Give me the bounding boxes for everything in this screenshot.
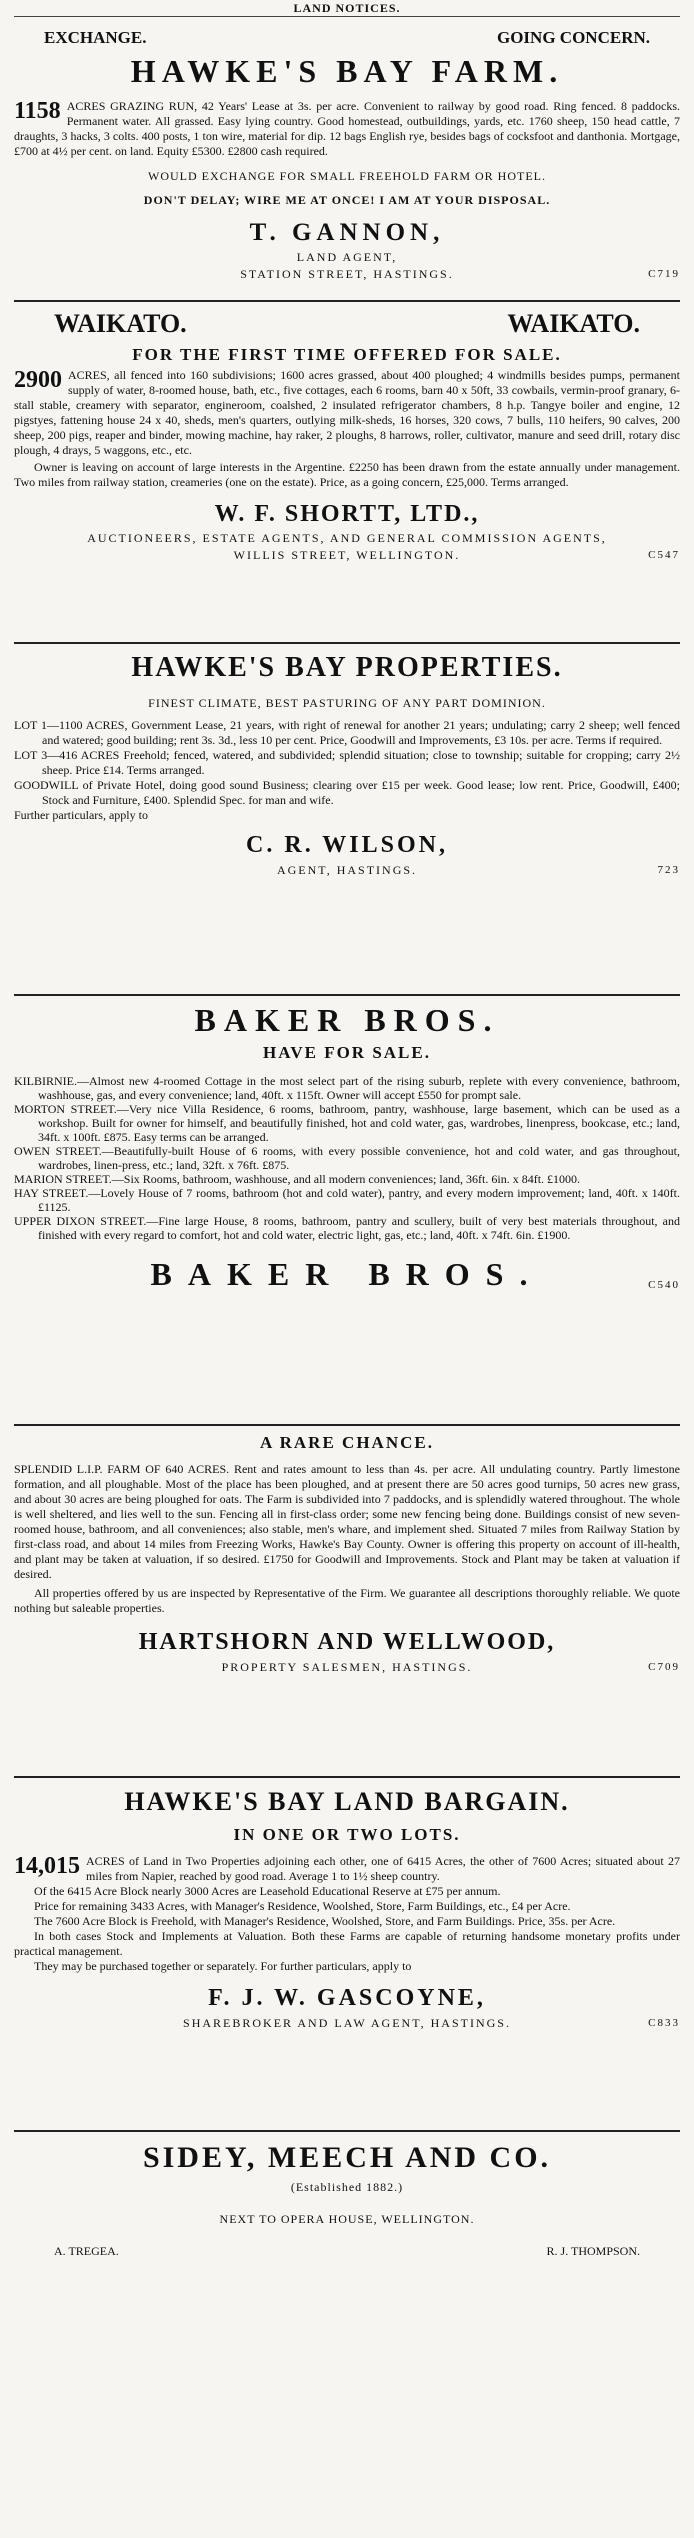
ad-hawkes-bay-properties (14, 648, 680, 988)
ad1-label-row (14, 25, 680, 51)
ad7-left-name: A. TREGEA. (54, 2244, 119, 2258)
ad1-agent-title: LAND AGENT, (296, 250, 398, 264)
ad1-title: HAWKE'S BAY FARM. (130, 53, 564, 89)
divider (14, 642, 680, 644)
ad3-title: HAWKE'S BAY PROPERTIES. (131, 652, 563, 683)
ad7-title: SIDEY, MEECH AND CO. (142, 2141, 552, 2174)
divider (14, 300, 680, 302)
ad6-code: C833 (648, 2017, 680, 2029)
ad2-address-row (14, 546, 680, 564)
ad3-further: Further particulars, apply to (14, 808, 148, 822)
ad3-agent: C. R. WILSON, (246, 832, 448, 858)
ad4-footer-row (14, 1254, 680, 1294)
ad3-lot: GOODWILL of Private Hotel, doing good sound Business; clearing over £15 per week. Good lease; low rent. Price, Goodwill, £400; Stock and Furniture, £400. Splendid Spec. for man and wife. (14, 778, 680, 807)
ad5-subhead: A RARE CHANCE. (260, 1433, 434, 1452)
divider (14, 994, 680, 996)
ad1-line1: WOULD EXCHANGE FOR SMALL FREEHOLD FARM OR HOTEL. (148, 169, 546, 183)
ad1-body (14, 99, 680, 159)
divider (14, 2130, 680, 2132)
ad7-names (14, 2242, 680, 2260)
ad5-body: SPLENDID L.I.P. FARM OF 640 ACRES. Rent and rates amount to less than 4s. per acre. All undulating country. Partly limestone formation, and all ploughable. Most of the place has been ploughed, and at present there are 50 acres good turnips, 50 acres new grass, and about 30 acres are being ploughed for oats. The Farm is subdivided into 7 paddocks, and is splendidly watered throughout. The whole is well sheltered, and lies well to the sun. Fencing all in first-class order; some new fencing being done. Buildings consist of new seven-roomed house, bathroom, and all conveniences; also stable, men's whare, and implement shed. Situated 7 miles from Railway Station by first-class road, and about 14 miles from Freezing Works, Hawke's Bay County. Owner is offering this property on account of ill-health, and plant may be taken at valuation, if so desired. £1750 for Goodwill and Improvements. Stock and Plant may be taken at valuation if desired. (14, 1462, 680, 1581)
ad6-para: In both cases Stock and Implements at Valuation. Both these Farms are capable of returning handsome monetary profits under practical management. (14, 1929, 680, 1958)
ad6-body-text: ACRES of Land in Two Properties adjoining each other, one of 6415 Acres, the other of 7600 Acres; situated about 27 miles from Napier, reached by good road. Average 1 to 1½ sheep country. (86, 1854, 680, 1883)
ad2-body2: Owner is leaving on account of large interests in the Argentine. £2250 has been drawn from the estate annually under management. Two miles from railway station, creameries (one on the estate). Price, as a going concern, £25,000. Terms arranged. (14, 460, 680, 489)
ad2-label-row (14, 306, 680, 342)
ad3-code: 723 (657, 864, 680, 876)
ad1-body-text: ACRES GRAZING RUN, 42 Years' Lease at 3s. per acre. Convenient to railway by good road. Ring fenced. 8 paddocks. Permanent water. All grassed. Easy lying country. Good homestead, outbuildings, yards, etc. 1760 sheep, 150 head cattle, 7 draughts, 3 hacks, 3 colts. 400 posts, 1 ton wire, material for dip. 12 bags English rye, besides bags of cocksfoot and danthonia. Mortgage, £700 at 4½ per cent. on land. Equity £5300. £2800 cash required. (14, 99, 680, 158)
divider (14, 1424, 680, 1426)
ad1-left-label: EXCHANGE. (44, 28, 147, 47)
ad2-address: WILLIS STREET, WELLINGTON. (233, 548, 461, 562)
ad4-listing: MARION STREET.—Six Rooms, bathroom, washhouse, and all modern conveniences; land, 36ft. 6in. x 84ft. £1000. (14, 1172, 581, 1186)
ad4-code: C540 (648, 1279, 680, 1291)
ad5-code: C709 (648, 1661, 680, 1673)
ad2-agent: W. F. SHORTT, LTD., (214, 501, 480, 527)
ad1-right-label: GOING CONCERN. (496, 28, 650, 47)
ad6-agent: F. J. W. GASCOYNE, (208, 1985, 486, 2011)
ad2-agent-title: AUCTIONEERS, ESTATE AGENTS, AND GENERAL COMMISSION AGENTS, (87, 531, 607, 545)
ad2-body-text: ACRES, all fenced into 160 subdivisions; 1600 acres grassed, about 400 ploughed; 4 windmills besides pumps, permanent supply of water, 8-roomed house, bath, etc., five cottages, each 6 rooms, barn 40 x 50ft, 33 cowbails, vermin-proof granary, 6-stall stable, creamery with separator, engineroom, coalshed, 2 insulated refrigerator chambers, 8 h.p. Tangye boiler and engine, 12 pigstyes, fattening house 24 x 40, sheds, men's quarters, outlying milk-sheds, 16 horses, 320 cows, 7 bulls, 110 heifers, 90 calves, 200 sheep, 200 pigs, reaper and binder, mowing machine, hay raker, 2 ploughs, 8 harrows, roller, cultivator, manure and seed drill, rotary disc plough, 4 drays, 5 waggons, etc., etc. (14, 368, 680, 457)
ad5-agent-title: PROPERTY SALESMEN, HASTINGS. (221, 1660, 473, 1674)
ad2-body (14, 368, 680, 458)
ad5-agent: HARTSHORN AND WELLWOOD, (138, 1629, 556, 1655)
ad7-address: NEXT TO OPERA HOUSE, WELLINGTON. (219, 2212, 475, 2226)
ad4-subhead: HAVE FOR SALE. (263, 1043, 431, 1062)
ad4-listing: UPPER DIXON STREET.—Fine large House, 8 rooms, bathroom, pantry and scullery, built of very best materials throughout, and finished with every regard to comfort, hot and cold water, electric light, gas, etc.; land, 40ft. x 74ft. 6in. £1900. (14, 1214, 680, 1242)
ad-land-bargain (14, 1782, 680, 2124)
ad6-agent-title: SHAREBROKER AND LAW AGENT, HASTINGS. (183, 2016, 511, 2030)
ad1-lead: 1158 (14, 98, 61, 124)
ad4-listing: MORTON STREET.—Very nice Villa Residence, 6 rooms, bathroom, pantry, washhouse, large basement, which can be used as a workshop. Built for owner for himself, and beautifully finished, hot and cold water, gas, wardrobes, linenpress, bookcase, etc.; land, 34ft. x 100ft. £875. Easy terms can be arranged. (14, 1102, 680, 1144)
ad6-subhead: IN ONE OR TWO LOTS. (233, 1825, 461, 1844)
ad1-address-row (14, 265, 680, 283)
ad3-agent-title: AGENT, HASTINGS. (276, 863, 418, 877)
ad-hawkes-bay-farm (14, 25, 680, 294)
ad6-title: HAWKE'S BAY LAND BARGAIN. (124, 1787, 570, 1816)
page-header: LAND NOTICES. (14, 0, 680, 17)
ad4-footer-title: BAKER BROS. (150, 1256, 544, 1292)
ad2-left-label: WAIKATO. (54, 309, 187, 338)
ad3-address-row (14, 861, 680, 879)
ad2-right-label: WAIKATO. (507, 309, 640, 338)
ad4-listing: KILBIRNIE.—Almost new 4-roomed Cottage in the most select part of the rising suburb, replete with every convenience, bathroom, washhouse, gas, and every convenience; land, 40ft. x 115ft. Owner will accept £550 for prompt sale. (14, 1074, 680, 1102)
ad1-line2: DON'T DELAY; WIRE ME AT ONCE! I AM AT YOUR DISPOSAL. (143, 193, 551, 207)
ad7-established: (Established 1882.) (290, 2180, 404, 2194)
ad6-address-row (14, 2014, 680, 2032)
ad4-listing: OWEN STREET.—Beautifully-built House of 6 rooms, with every possible convenience, hot and cold water, and gas throughout, wardrobes, linen-press, etc.; land, 32ft. x 76ft. £875. (14, 1144, 680, 1172)
ad4-listing: HAY STREET.—Lovely House of 7 rooms, bathroom (hot and cold water), pantry, and every modern improvement; land, 40ft. x 140ft. £1125. (14, 1186, 680, 1214)
ad3-lot: LOT 1—1100 ACRES, Government Lease, 21 years, with right of renewal for another 21 years; undulating; carry 2 sheep; well fenced and watered; good building; rent 3s. 3d., less 10 per cent. Price, Goodwill and Improvements, £3 10s. per acre. Terms if required. (14, 718, 680, 747)
ad1-agent: T. GANNON, (249, 219, 445, 246)
ad3-lot: LOT 3—416 ACRES Freehold; fenced, watered, and subdivided; splendid situation; close to township; suitable for cropping; carry 2½ sheep. Price £14. Terms arranged. (14, 748, 680, 777)
ad5-body2: All properties offered by us are inspected by Representative of the Firm. We guarantee all descriptions thoroughly reliable. We quote nothing but saleable properties. (14, 1586, 680, 1615)
ad6-body (14, 1854, 680, 1884)
ad6-para: Price for remaining 3433 Acres, with Manager's Residence, Woolshed, Store, Farm Buildings, etc., £4 per Acre. (34, 1899, 571, 1913)
ad6-lead: 14,015 (14, 1853, 80, 1879)
ad7-right-name: R. J. THOMPSON. (546, 2244, 640, 2258)
ad2-lead: 2900 (14, 367, 62, 393)
ad2-subhead: FOR THE FIRST TIME OFFERED FOR SALE. (132, 345, 562, 364)
ad3-subhead: FINEST CLIMATE, BEST PASTURING OF ANY PART DOMINION. (148, 696, 546, 710)
ad2-code: C547 (648, 549, 680, 561)
ad1-code: C719 (648, 268, 680, 280)
ad-sidey-meech (14, 2138, 680, 2288)
ad4-title: BAKER BROS. (194, 1002, 500, 1038)
ad6-para: They may be purchased together or separately. For further particulars, apply to (34, 1959, 412, 1973)
ad-rare-chance (14, 1430, 680, 1770)
ad1-address: STATION STREET, HASTINGS. (240, 267, 454, 281)
ad6-para: The 7600 Acre Block is Freehold, with Manager's Residence, Woolshed, Store, and Farm Buildings. Price, 35s. per Acre. (34, 1914, 616, 1928)
ad6-para: Of the 6415 Acre Block nearly 3000 Acres are Leasehold Educational Reserve at £75 per annum. (34, 1884, 501, 1898)
divider (14, 1776, 680, 1778)
ad5-address-row (14, 1658, 680, 1676)
ad-waikato (14, 306, 680, 636)
ad-baker-bros (14, 1000, 680, 1418)
